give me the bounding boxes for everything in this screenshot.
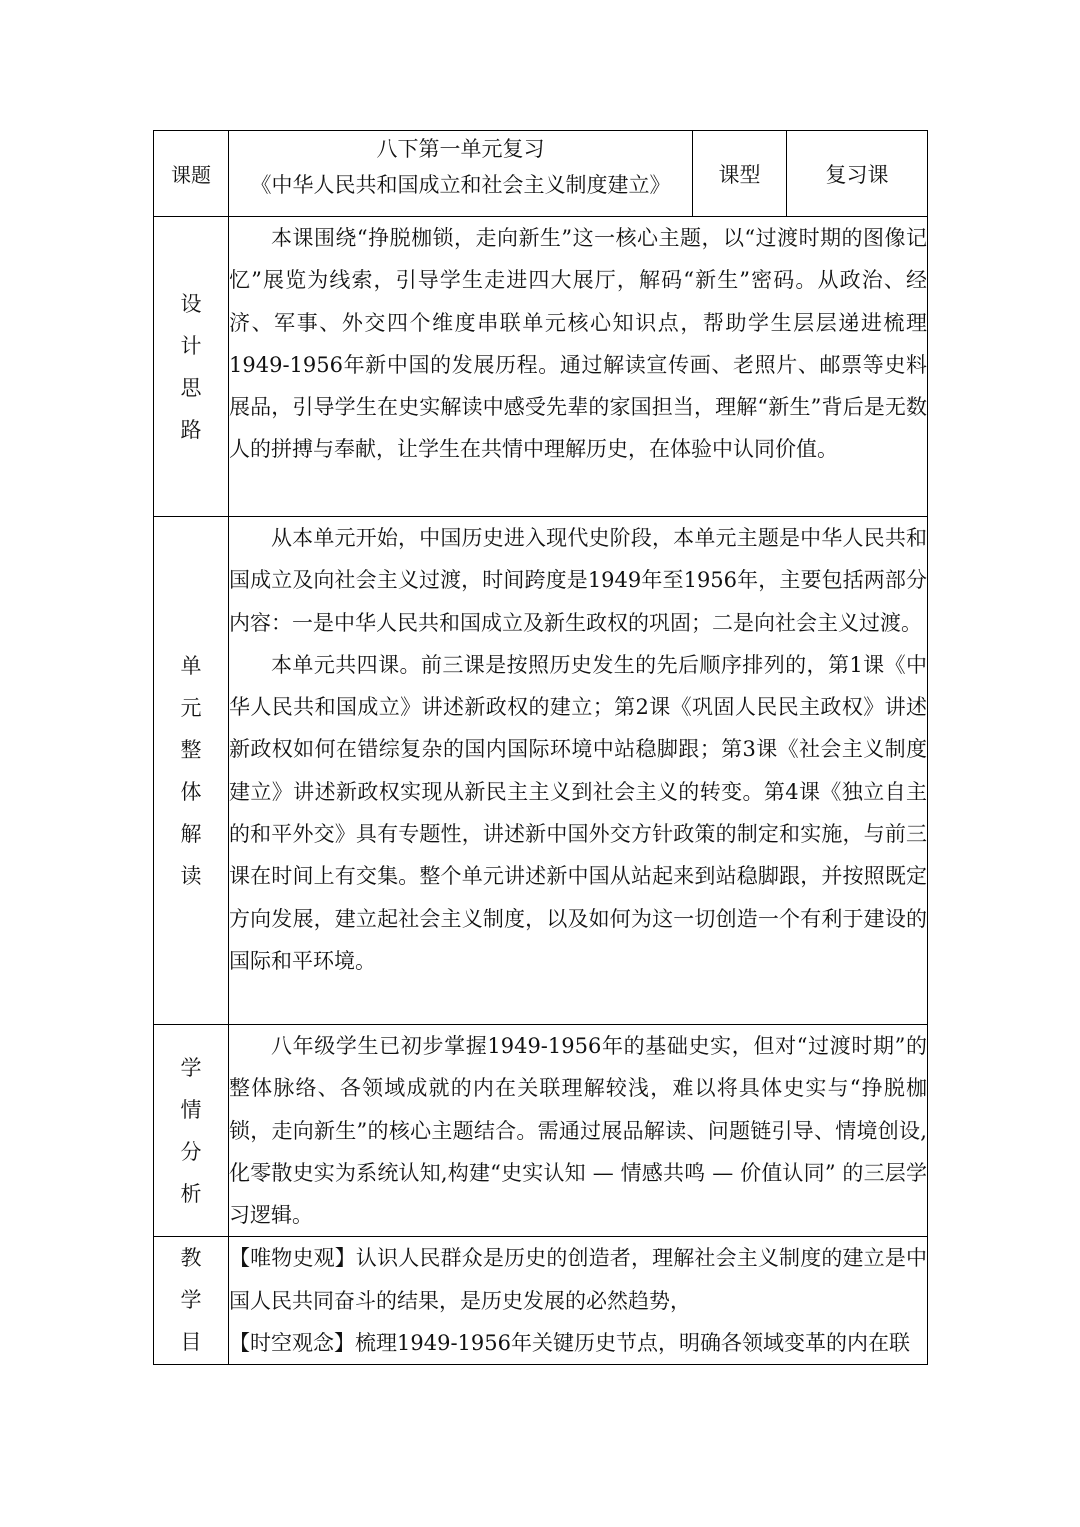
analysis-label (154, 1025, 229, 1237)
analysis-label-char: 分 (180, 1139, 202, 1164)
unit-row (154, 517, 928, 1025)
goals-line-1: 【唯物史观】认识人民群众是历史的创造者，理解社会主义制度的建立是中国人民共同奋斗的结果，是历史发展的必然趋势， (229, 1246, 927, 1313)
design-label-char: 思 (180, 375, 202, 400)
unit-label-char: 整 (180, 737, 202, 762)
goals-label-char: 教 (180, 1246, 202, 1271)
unit-label-char: 解 (180, 821, 202, 846)
unit-label-char: 体 (180, 779, 202, 804)
analysis-text: 八年级学生已初步掌握1949-1956年的基础史实，但对“过渡时期”的整体脉络、各领域成就的内在关联理解较浅，难以将具体史实与“挣脱枷锁，走向新生”的核心主题结合。需通过展品解读、问题链引导、情境创设,化零散史实为系统认知,构建“史实认知 — 情感共鸣 — 价值认同” 的三层学习逻辑。 (229, 1034, 927, 1228)
goals-label-char: 学 (180, 1288, 202, 1313)
unit-paragraph-2: 本单元共四课。前三课是按照历史发生的先后顺序排列的，第1课《中华人民共和国成立》讲述新政权的建立；第2课《巩固人民民主政权》讲述新政权如何在错综复杂的国内国际环境中站稳脚跟；第3课《社会主义制度建立》讲述新政权实现从新民主主义到社会主义的转变。第4课《独立自主的和平外交》具有专题性，讲述新中国外交方针政策的制定和实施，与前三课在时间上有交集。整个单元讲述新中国从站起来到站稳脚跟，并按照既定方向发展，建立起社会主义制度，以及如何为这一切创造一个有利于建设的国际和平环境。 (229, 652, 927, 973)
lesson-title (229, 131, 693, 217)
analysis-label-char: 析 (180, 1181, 202, 1206)
unit-label-char: 元 (180, 695, 202, 720)
analysis-row (154, 1025, 928, 1237)
goals-line-2: 【时空观念】梳理1949-1956年关键历史节点，明确各领域变革的内在联 (229, 1331, 910, 1356)
design-text: 本课围绕“挣脱枷锁，走向新生”这一核心主题，以“过渡时期的图像记忆”展览为线索，引导学生走进四大展厅，解码“新生”密码。从政治、经济、军事、外交四个维度串联单元核心知识点，帮助学生层层递进梳理 1949-1956年新中国的发展历程。通过解读宣传画、老照片、邮票等史料展品，引导学生在史实解读中感受先辈的家国担当，理解“新生”背后是无数人的拼搏与奉献，让学生在共情中理解历史，在体验中认同价值。 (229, 226, 927, 462)
analysis-content (229, 1025, 928, 1237)
unit-content (229, 517, 928, 1025)
design-label-char: 设 (180, 291, 202, 316)
type-label: 课型 (693, 131, 787, 217)
unit-paragraph-1: 从本单元开始，中国历史进入现代史阶段，本单元主题是中华人民共和国成立及向社会主义过渡，时间跨度是1949年至1956年，主要包括两部分内容：一是中华人民共和国成立及新生政权的巩固；二是向社会主义过渡。 (229, 526, 927, 635)
analysis-label-char: 学 (180, 1055, 202, 1080)
goals-row (154, 1237, 928, 1365)
analysis-label-char: 情 (180, 1097, 202, 1122)
unit-label (154, 517, 229, 1025)
goals-content (229, 1237, 928, 1365)
design-content (229, 217, 928, 517)
design-label (154, 217, 229, 517)
design-label-char: 计 (180, 333, 202, 358)
unit-label-char: 读 (180, 863, 202, 888)
goals-label-char: 目 (180, 1330, 202, 1355)
design-label-char: 路 (180, 417, 202, 442)
unit-label-char: 单 (180, 653, 202, 678)
design-row (154, 217, 928, 517)
header-row (154, 131, 928, 217)
lesson-title-line1: 八下第一单元复习 (376, 137, 545, 161)
goals-label (154, 1237, 229, 1365)
type-value: 复习课 (787, 131, 928, 217)
subject-label: 课题 (154, 131, 229, 217)
lesson-plan-table (153, 130, 928, 1365)
lesson-title-line2: 《中华人民共和国成立和社会主义制度建立》 (250, 173, 671, 197)
